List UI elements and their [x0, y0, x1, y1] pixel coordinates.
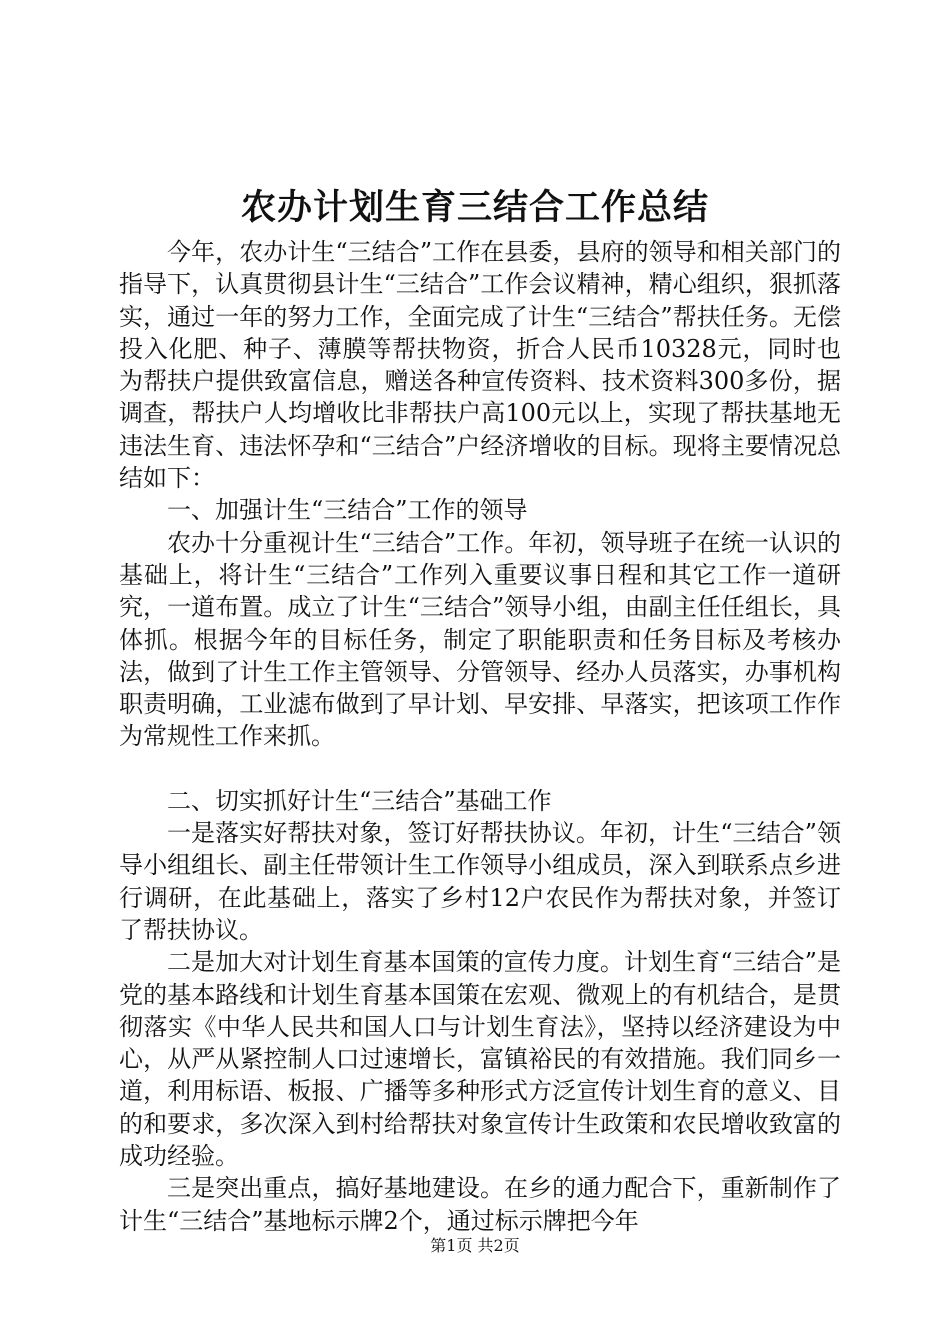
section-1-paragraph: 农办十分重视计生“三结合”工作。年初，领导班子在统一认识的基础上，将计生“三结合”工作列入重要议事日程和其它工作一道研究，一道布置。成立了计生“三结合”领导小组，由副主任任组长，具体抓。根据今年的目标任务，制定了职能职责和任务目标及考核办法，做到了计生工作主管领导、分管领导、经办人员落实，办事机构职责明确，工业滤布做到了早计划、早安排、早落实，把该项工作作为常规性工作来抓。	[119, 528, 841, 751]
document-body	[119, 236, 841, 1237]
section-2-paragraph-1: 一是落实好帮扶对象，签订好帮扶协议。年初，计生“三结合”领导小组组长、副主任带领计生工作领导小组成员，深入到联系点乡进行调研，在此基础上，落实了乡村12户农民作为帮扶对象，并签订了帮扶协议。	[119, 819, 841, 944]
document-title: 农办计划生育三结合工作总结	[240, 187, 709, 228]
intro-paragraph: 今年，农办计生“三结合”工作在县委，县府的领导和相关部门的指导下，认真贯彻县计生“三结合”工作会议精神，精心组织，狠抓落实，通过一年的努力工作，全面完成了计生“三结合”帮扶任务。无偿投入化肥、种子、薄膜等帮扶物资，折合人民币10328元，同时也为帮扶户提供致富信息，赠送各种宣传资料、技术资料300多份，据调查，帮扶户人均增收比非帮扶户高100元以上，实现了帮扶基地无违法生育、违法怀孕和“三结合”户经济增收的目标。现将主要情况总结如下：	[119, 238, 841, 493]
section-2-paragraph-2: 二是加大对计划生育基本国策的宣传力度。计划生育“三结合”是党的基本路线和计划生育基本国策在宏观、微观上的有机结合，是贯彻落实《中华人民共和国人口与计划生育法》，坚持以经济建设为中心，从严从紧控制人口过速增长，富镇裕民的有效措施。我们同乡一道，利用标语、板报、广播等多种形式方泛宣传计划生育的意义、目的和要求，多次深入到村给帮扶对象宣传计生政策和农民增收致富的成功经验。	[119, 948, 841, 1171]
section-heading-1: 一、加强计生“三结合”工作的领导	[167, 496, 528, 525]
section-heading-2: 二、切实抓好计生“三结合”基础工作	[167, 786, 552, 815]
section-2-paragraph-3: 三是突出重点，搞好基地建设。在乡的通力配合下，重新制作了计生“三结合”基地标示牌2个，通过标示牌把今年	[119, 1174, 841, 1235]
page-footer: 第1页 共2页	[430, 1236, 520, 1255]
paragraph-gap	[119, 753, 841, 785]
